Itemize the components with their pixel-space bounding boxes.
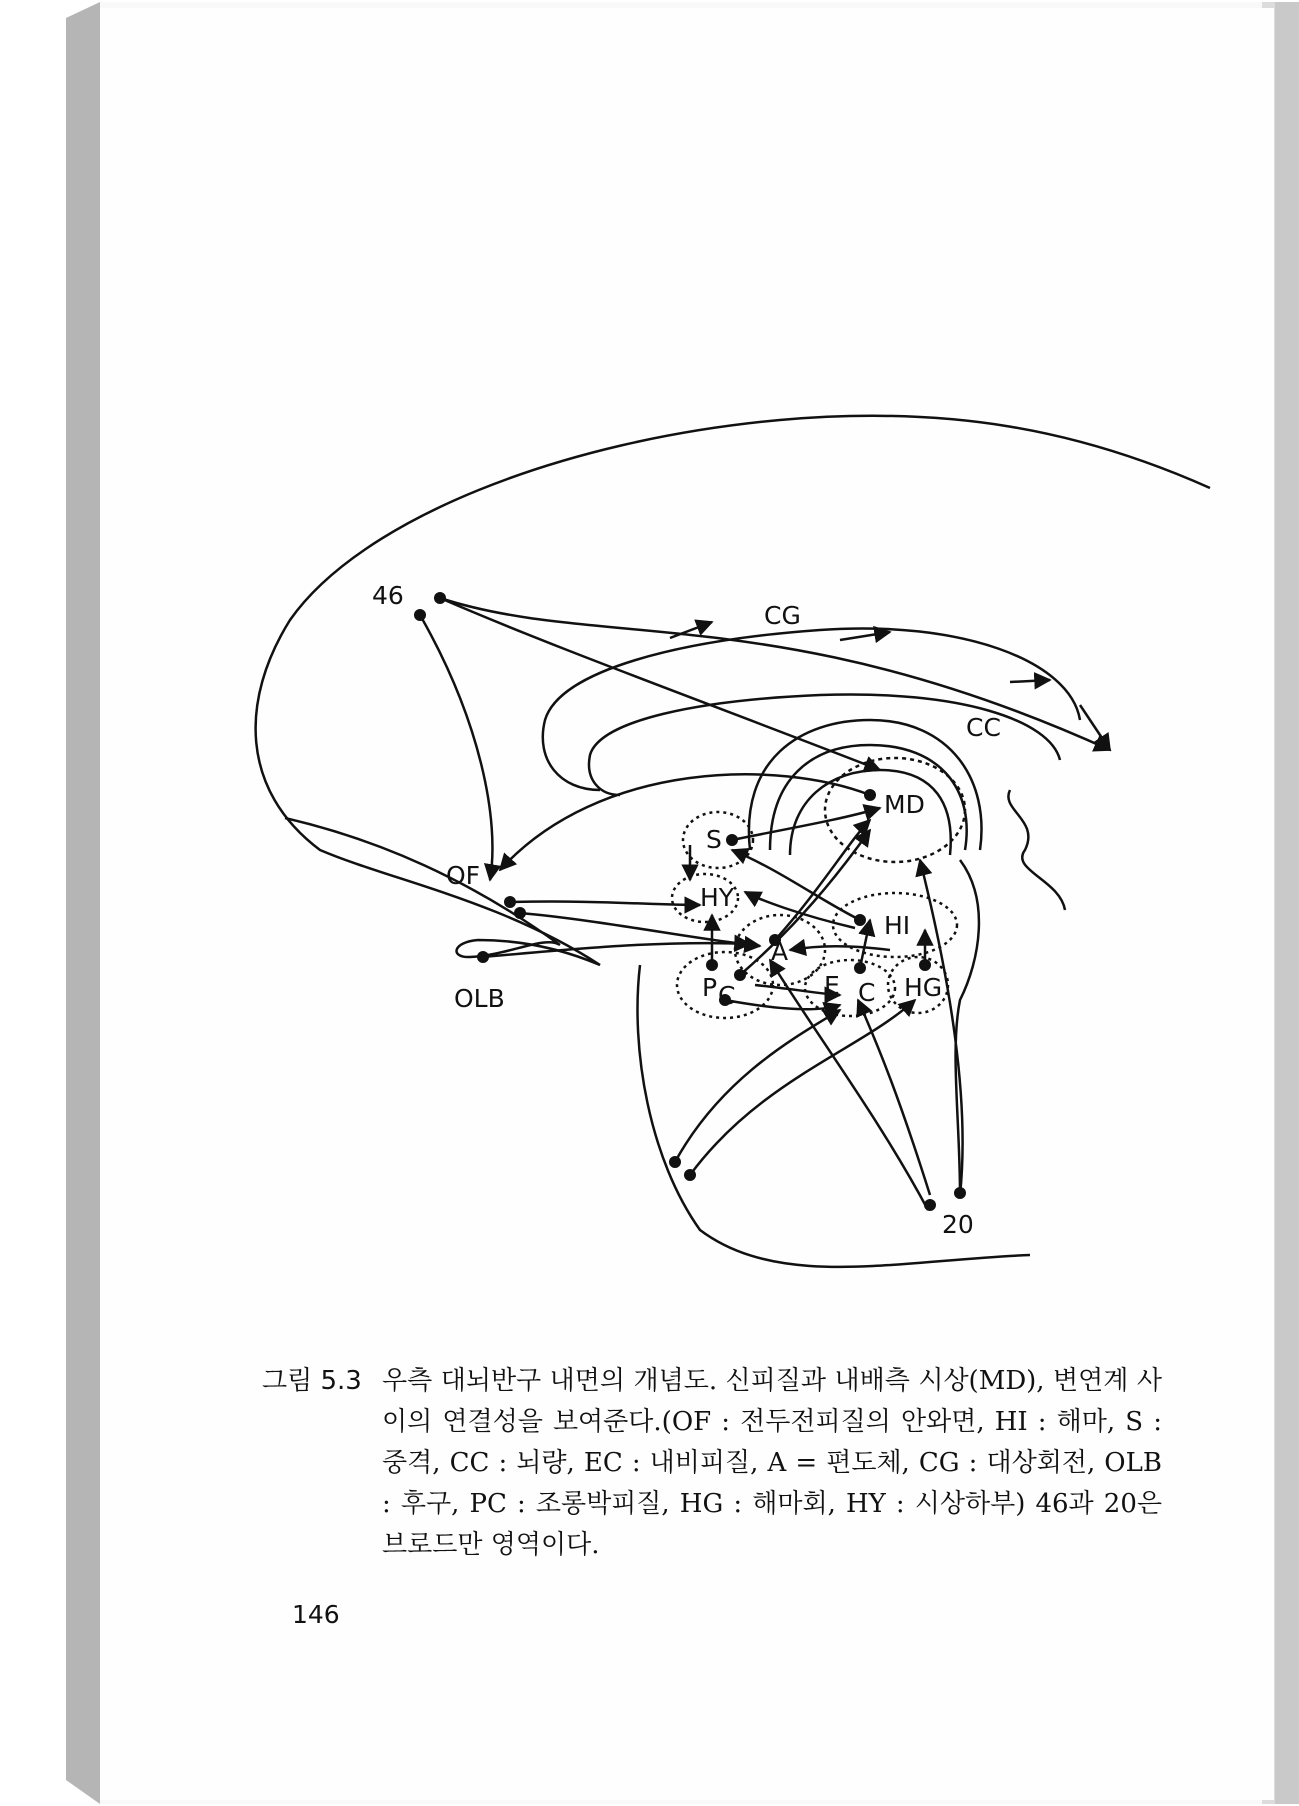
label-area-20: 20 — [942, 1210, 974, 1239]
label-hy: HY — [700, 883, 735, 912]
caption-text: 우측 대뇌반구 내면의 개념도. 신피질과 내배측 시상(MD), 변연계 사이의 연결성을 보여준다.(OF : 전두전피질의 안와면, HI : 해마, S : 중격, CC : 뇌량, EC : 내비피질, A = 편도체, CG : 대상회전, OLB : 후구, PC : 조롱박피질, HG : 해마회, HY : 시상하부) 46과 20은 브로드만 영역이다. — [382, 1366, 1162, 1560]
label-c-pc: C — [718, 981, 736, 1010]
figure-caption — [262, 1361, 1162, 1566]
label-md: MD — [884, 790, 925, 819]
figure-number: 그림 5.3 — [262, 1366, 362, 1396]
label-e: E — [824, 971, 840, 1000]
label-area-46: 46 — [372, 581, 404, 610]
page-number: 146 — [292, 1600, 340, 1629]
label-cg: CG — [764, 601, 801, 630]
label-hg: HG — [904, 973, 943, 1002]
label-of: OF — [446, 861, 481, 890]
entorhinal-region — [805, 960, 895, 1016]
label-olb: OLB — [454, 984, 505, 1013]
label-hi: HI — [884, 911, 911, 940]
label-cc: CC — [966, 713, 1001, 742]
label-p: P — [702, 973, 718, 1002]
label-c-ec: C — [858, 978, 876, 1007]
corpus-callosum-inner — [589, 694, 1060, 795]
label-a: A — [771, 937, 789, 966]
label-s: S — [706, 825, 722, 854]
